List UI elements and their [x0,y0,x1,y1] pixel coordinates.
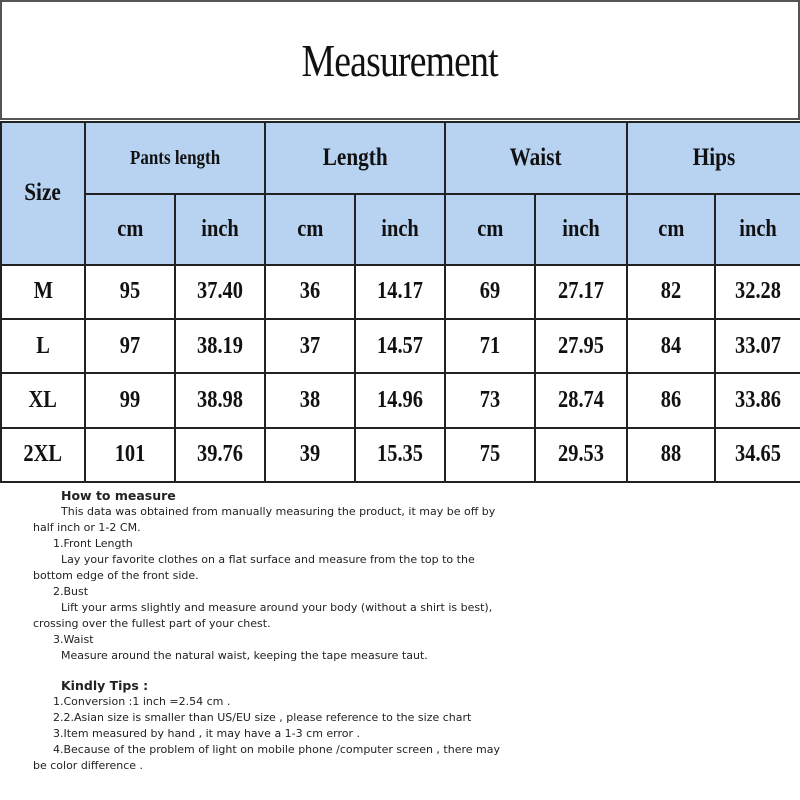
value-cell: 71 [445,319,535,373]
value-cell: 101 [85,428,175,482]
unit-header-inch: inch [715,194,800,264]
value-cell: 86 [627,373,715,427]
value-cell: 32.28 [715,265,800,319]
unit-header-cm: cm [85,194,175,264]
value-cell: 14.57 [355,319,445,373]
note-text: half inch or 1-2 CM. [33,521,141,534]
value-cell: 29.53 [535,428,627,482]
note-text: Lift your arms slightly and measure around your body (without a shirt is best), [61,601,493,614]
unit-header-cm: cm [445,194,535,264]
value-cell: 73 [445,373,535,427]
value-cell: 27.95 [535,319,627,373]
value-cell: 38 [265,373,355,427]
note-text: This data was obtained from manually measuring the product, it may be off by [61,505,496,518]
table-row-m [1,265,800,319]
note-text: bottom edge of the front side. [33,569,199,582]
unit-header-cm: cm [627,194,715,264]
size-header: Size [1,122,85,265]
how-to-measure-heading: How to measure [61,488,176,503]
table-row-xl [1,373,800,427]
unit-header-inch: inch [535,194,627,264]
tip-text: 1.Conversion :1 inch =2.54 cm . [53,695,231,708]
group-header-hips: Hips [627,122,800,194]
header-row-units [1,194,800,264]
table-row-l [1,319,800,373]
value-cell: 33.86 [715,373,800,427]
tip-text: 2.2.Asian size is smaller than US/EU size , please reference to the size chart [53,711,472,724]
size-cell: M [1,265,85,319]
group-header-waist: Waist [445,122,627,194]
value-cell: 97 [85,319,175,373]
value-cell: 34.65 [715,428,800,482]
note-text: crossing over the fullest part of your chest. [33,617,271,630]
page-title: Measurement [301,34,499,86]
value-cell: 14.96 [355,373,445,427]
value-cell: 28.74 [535,373,627,427]
value-cell: 36 [265,265,355,319]
size-cell: L [1,319,85,373]
note-subheading: 1.Front Length [53,537,133,550]
note-text: Lay your favorite clothes on a flat surface and measure from the top to the [61,553,475,566]
note-text: Measure around the natural waist, keeping the tape measure taut. [61,649,428,662]
kindly-tips-heading: Kindly Tips : [61,678,149,693]
value-cell: 39.76 [175,428,265,482]
group-header-pants-length: Pants length [85,122,265,194]
value-cell: 15.35 [355,428,445,482]
tip-text: 4.Because of the problem of light on mobile phone /computer screen , there may [53,743,500,756]
size-cell: 2XL [1,428,85,482]
value-cell: 38.98 [175,373,265,427]
size-cell: XL [1,373,85,427]
group-header-length: Length [265,122,445,194]
size-chart-table [0,121,800,483]
value-cell: 88 [627,428,715,482]
value-cell: 95 [85,265,175,319]
measurement-notes [33,488,608,793]
value-cell: 14.17 [355,265,445,319]
value-cell: 33.07 [715,319,800,373]
value-cell: 84 [627,319,715,373]
table-row-2xl [1,428,800,482]
unit-header-cm: cm [265,194,355,264]
value-cell: 37.40 [175,265,265,319]
value-cell: 27.17 [535,265,627,319]
unit-header-inch: inch [175,194,265,264]
unit-header-inch: inch [355,194,445,264]
note-subheading: 3.Waist [53,633,94,646]
value-cell: 38.19 [175,319,265,373]
tip-text: be color difference . [33,759,144,772]
note-subheading: 2.Bust [53,585,89,598]
value-cell: 75 [445,428,535,482]
value-cell: 39 [265,428,355,482]
header-row-groups [1,122,800,194]
tip-text: 3.Item measured by hand , it may have a 1-3 cm error . [53,727,361,740]
value-cell: 99 [85,373,175,427]
title-box [0,0,800,120]
value-cell: 69 [445,265,535,319]
value-cell: 37 [265,319,355,373]
value-cell: 82 [627,265,715,319]
